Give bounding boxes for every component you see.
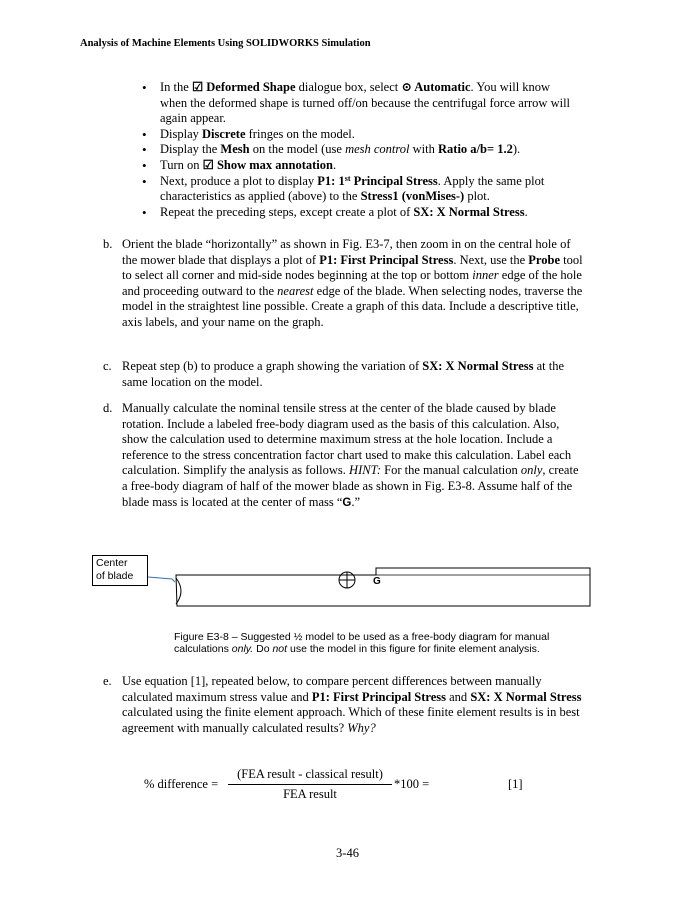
half-blade-diagram <box>92 555 592 615</box>
step-body <box>122 401 583 511</box>
bold-term: Mesh <box>220 142 250 157</box>
bullet-item <box>140 174 580 205</box>
step-label: c. <box>103 359 112 373</box>
step-c <box>103 359 583 390</box>
italic-term: only <box>520 463 543 478</box>
center-of-blade-label <box>92 555 148 586</box>
label-line: of blade <box>96 570 134 582</box>
page-number: 3-46 <box>336 846 359 860</box>
bold-term: SX: X Normal Stress <box>413 204 525 219</box>
equation-rhs: *100 = <box>394 777 430 791</box>
text: Repeat step (b) to produce a graph showing the variation of <box>122 359 423 373</box>
bold-term: G <box>342 496 352 509</box>
text: Display <box>160 126 203 141</box>
italic-term: inner <box>472 268 499 283</box>
bullet-item <box>140 205 580 221</box>
step-e <box>103 674 583 736</box>
bold-term: ⊙ Automatic <box>401 80 471 94</box>
text: Repeat the preceding steps, except create a plot of <box>160 204 414 219</box>
text: .” <box>351 494 361 509</box>
text: . <box>332 157 337 172</box>
leader-line <box>148 577 175 582</box>
text: Use equation [1], repeated below, to compare percent differences between manually calculated maximum stress value and <box>122 674 542 704</box>
text: Manually calculate the nominal tensile stress at the center of the blade caused by blade rotation. Include a labeled free-body diagram used as the basis of this calculation. Also, show the calculation used to determine maximum stress at the hole location. Include a reference to the stress concentration factor chart used to make this calculation. Label each calculation. Simplify the analysis as follows. <box>122 401 572 478</box>
text: ). <box>512 142 521 157</box>
bold-term: P1: First Principal Stress <box>319 252 454 267</box>
fraction-bar <box>228 784 392 785</box>
equation-number: [1] <box>508 777 523 791</box>
equation-numerator: (FEA result - classical result) <box>237 767 383 781</box>
bold-term: Ratio a/b= 1.2 <box>438 142 513 157</box>
text: Next, produce a plot to display <box>160 173 318 188</box>
text: . Next, use the <box>453 252 529 267</box>
bold-term: ☑ Show max annotation <box>202 157 333 172</box>
text: For the manual calculation <box>381 463 521 478</box>
text: , create a free-body diagram of half of the mower blade as shown in Fig. E3-8. Assume half of the blade mass is located at the center of mass “ <box>122 463 579 509</box>
step-body <box>122 237 583 331</box>
text: . Apply the same plot characteristics as applied (above) to the <box>160 173 545 204</box>
bold-term: Stress1 (vonMises-) <box>360 189 465 204</box>
text: . You will know when the deformed shape is turned off/on because the centrifugal force arrow will again appear. <box>160 80 571 126</box>
running-head: Analysis of Machine Elements Using SOLIDWORKS Simulation <box>80 38 371 49</box>
text: Display the <box>160 142 221 157</box>
text: on the model (use <box>249 142 346 157</box>
step-label: e. <box>103 674 112 688</box>
bold-term: ☑ Deformed Shape <box>191 80 296 94</box>
step-body <box>122 674 583 736</box>
text: plot. <box>464 189 490 204</box>
superscript: st <box>344 173 351 183</box>
italic-term: not <box>272 643 288 656</box>
text: Figure E3-8 – Suggested ½ model to be used as a free-body diagram for manual calculations <box>174 631 550 656</box>
italic-term: nearest <box>277 283 314 298</box>
text: tool to select all corner and mid-side nodes beginning at the top or bottom <box>122 252 583 283</box>
figure-caption <box>174 631 584 656</box>
bold-term: P1: First Principal Stress <box>311 689 446 704</box>
text: fringes on the model. <box>245 126 355 141</box>
italic-term: mesh control <box>345 142 410 157</box>
bold-term: SX: X Normal Stress <box>422 359 534 373</box>
text: Principal Stress <box>350 173 438 188</box>
text: at the same location on the model. <box>122 359 565 389</box>
text: use the model in this figure for finite element analysis. <box>287 643 540 656</box>
bold-term: SX: X Normal Stress <box>470 689 582 704</box>
text: Orient the blade “horizontally” as shown in Fig. E3-7, then zoom in on the central hole of the mower blade that displays a plot of <box>122 237 571 267</box>
figure-e3-8 <box>92 555 592 615</box>
mass-label: G <box>373 576 381 587</box>
text: and <box>446 689 471 704</box>
text: edge of the hole and proceeding outward to the <box>122 268 582 298</box>
text: calculated using the finite element approach. Which of these finite element results is in best agreement with manually calculated results? <box>122 705 580 735</box>
bold-term <box>317 174 438 188</box>
blade-outline <box>176 568 590 606</box>
text: P1: 1 <box>317 173 345 188</box>
equation-lhs: % difference = <box>144 777 219 791</box>
bullet-item <box>140 80 580 127</box>
bullet-item <box>140 158 580 174</box>
bullet-item <box>140 142 580 158</box>
italic-term: Why? <box>347 720 376 735</box>
text: Turn on <box>160 157 203 172</box>
step-body <box>122 359 583 390</box>
equation-1 <box>144 767 564 807</box>
bold-term: Discrete <box>202 126 246 141</box>
step-label: b. <box>103 237 113 251</box>
text: Do <box>253 643 273 656</box>
text: with <box>409 142 439 157</box>
label-line: Center <box>96 557 128 569</box>
italic-term: HINT: <box>349 463 381 478</box>
step-label: d. <box>103 401 113 415</box>
text: . <box>524 204 528 219</box>
step-b <box>103 237 583 331</box>
bullet-item <box>140 127 580 143</box>
equation-denominator: FEA result <box>283 787 337 801</box>
bullet-list <box>140 80 580 220</box>
text: edge of the blade. When selecting nodes, traverse the model in the straightest line possible. Create a graph of this data. Include a descriptive title, axis labels, and your name on the graph. <box>122 283 583 329</box>
bold-term: Probe <box>528 252 561 267</box>
step-d <box>103 401 583 511</box>
text: dialogue box, select <box>295 80 402 94</box>
italic-term: only. <box>231 643 254 656</box>
text: In the <box>160 80 192 94</box>
